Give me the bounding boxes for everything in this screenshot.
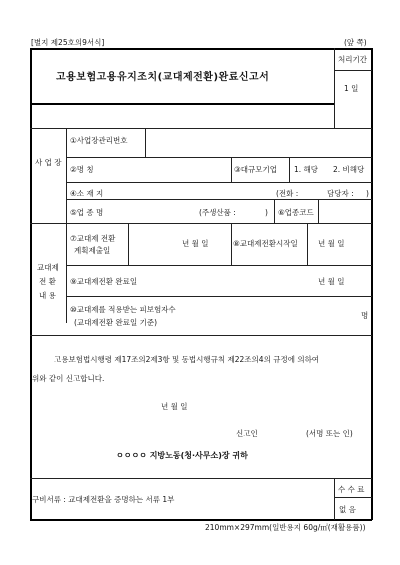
fee-box-left — [334, 478, 335, 520]
fee-box-divider — [334, 497, 372, 498]
industry-name-label: ⑤업 종 명 — [70, 208, 104, 217]
processing-period-label: 처리기간 — [338, 55, 367, 64]
insured-count-label-1: ⑩교대제를 적용받는 피보험자수 — [70, 305, 176, 314]
shift-section-label-2: 전 환 — [39, 277, 56, 286]
main-product-close: ) — [265, 208, 268, 217]
start-date-value-divider — [307, 223, 308, 265]
address-close-paren: ) — [366, 189, 369, 198]
row3-bottom — [66, 199, 372, 200]
declaration-bottom — [30, 478, 372, 479]
declarant-label: 신고인 — [236, 429, 258, 438]
plan-date-label-2: 계획제출일 — [74, 246, 111, 255]
row1-bottom — [66, 157, 372, 158]
row9-bottom — [66, 296, 372, 297]
form-title: 고용보험고용유지조치(교대제전환)완료신고서 — [56, 72, 270, 83]
business-section-bottom — [30, 223, 372, 224]
name-divider — [231, 157, 232, 182]
industry-code-divider — [274, 199, 275, 223]
fee-label: 수 수 료 — [338, 485, 365, 494]
row7-bottom — [66, 265, 372, 266]
shift-section-label-3: 내 용 — [39, 291, 56, 300]
industry-code-value-divider — [318, 199, 319, 223]
processing-period-value: 1 일 — [344, 84, 359, 93]
processing-box-divider — [334, 70, 372, 71]
start-date-divider — [231, 223, 232, 265]
addressee: ㅇㅇㅇㅇ 지방노동(청·사무소)장 귀하 — [116, 451, 248, 460]
shift-section-label-1: 교대제 — [37, 263, 59, 272]
insured-count-unit: 명 — [361, 311, 369, 320]
large-company-option-no[interactable]: 2. 비해당 — [333, 165, 365, 174]
industry-code-label: ⑥업종코드 — [278, 208, 314, 217]
signature-label: (서명 또는 인) — [306, 429, 353, 438]
insured-count-label-2: (교대제전환 완료일 기준) — [74, 318, 158, 327]
business-reg-no-label: ①사업장관리번호 — [70, 136, 128, 145]
business-section-label: 사 업 장 — [35, 158, 62, 167]
declaration-text-1: 고용보험법시행령 제17조의2제3항 및 동법시행규칙 제22조의4의 규정에 의하여 — [54, 355, 320, 364]
start-date-value: 년 월 일 — [318, 239, 345, 248]
reg-no-divider — [145, 128, 146, 157]
complete-date-label: ⑨교대제전환 완료일 — [70, 277, 138, 286]
complete-date-value: 년 월 일 — [318, 277, 345, 286]
page-side-note: (앞 쪽) — [344, 38, 367, 47]
main-product-label: (주생산품 : — [199, 208, 236, 217]
paper-spec: 210mm×297mm(일반용지 60g/㎡(재활용품)) — [205, 523, 366, 532]
processing-box-left — [334, 48, 335, 128]
large-company-label: ③대규모기업 — [234, 165, 277, 174]
large-company-option-yes[interactable]: 1. 해당 — [294, 165, 319, 174]
header-bottom — [30, 128, 372, 129]
title-separator — [30, 103, 334, 105]
frame-right — [371, 48, 373, 520]
declaration-text-2: 위와 같이 신고합니다. — [32, 374, 105, 383]
business-name-label: ②명 칭 — [70, 165, 94, 174]
required-documents: 구비서류 : 교대제전환을 증명하는 서류 1부 — [32, 495, 175, 504]
declaration-date: 년 월 일 — [161, 402, 188, 411]
phone-label: (전화 : — [276, 189, 299, 198]
shift-section-bottom — [30, 335, 372, 336]
row2-bottom — [66, 182, 372, 183]
start-date-label: ⑧교대제전환시작일 — [233, 239, 298, 248]
frame-top — [30, 48, 372, 50]
frame-bottom — [30, 519, 372, 521]
manager-label: 담당자 : — [327, 189, 354, 198]
plan-date-value: 년 월 일 — [182, 239, 209, 248]
plan-date-label-1: ⑦교대제 전환 — [70, 234, 116, 243]
fee-value: 없 음 — [339, 505, 356, 514]
form-number: [별지 제25호의9서식] — [31, 38, 105, 47]
large-company-divider — [289, 157, 290, 182]
frame-left — [30, 48, 32, 520]
address-label: ④소 재 지 — [70, 189, 104, 198]
plan-date-divider — [128, 223, 129, 265]
